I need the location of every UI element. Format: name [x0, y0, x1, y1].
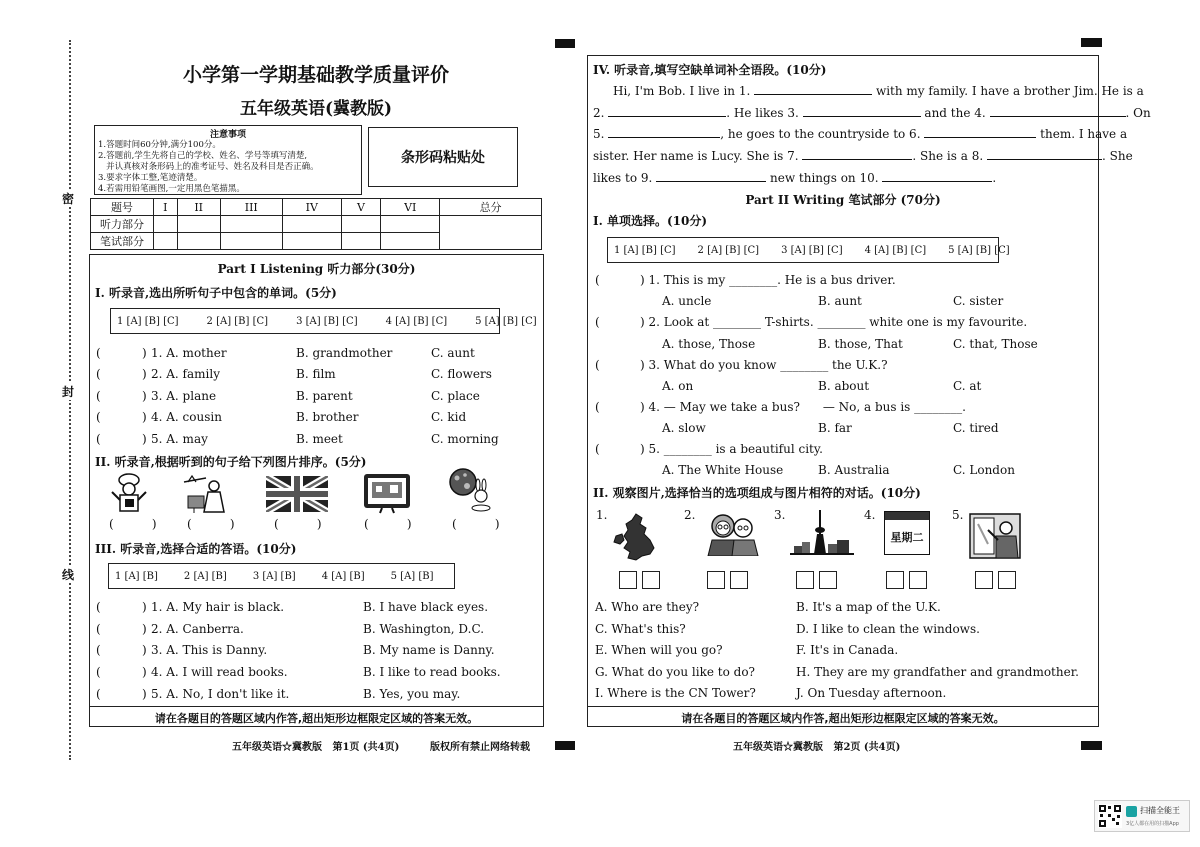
option-a: A. slow — [662, 421, 706, 435]
passage-text: new things on 10. — [770, 171, 879, 185]
picture-number: 4. — [864, 508, 876, 522]
passage-line — [613, 84, 1144, 98]
s5-title: I. 单项选择。(10分) — [593, 214, 708, 228]
option-b: B. I like to read books. — [363, 665, 501, 679]
score-cell[interactable] — [282, 216, 341, 233]
s6-title: II. 观察图片,选择恰当的选项组成与图片相符的对话。(10分) — [593, 486, 921, 500]
registration-mark — [555, 39, 575, 48]
dialogue-option: I. Where is the CN Tower? — [595, 686, 756, 700]
planet-rabbit-picture — [447, 466, 495, 514]
side-mark-mi: 密 — [62, 192, 75, 206]
notes-item: 4.若需用铅笔画图,一定用黑色笔描黑。 — [98, 184, 245, 194]
option-c: C. flowers — [431, 367, 492, 381]
option-b: B. about — [818, 379, 870, 393]
side-mark-feng: 封 — [62, 385, 75, 399]
paren-close: ) — [142, 346, 147, 360]
registration-mark — [1081, 741, 1102, 750]
notes-box — [94, 125, 362, 195]
option-c: C. sister — [953, 294, 1004, 308]
footer-note: 请在各题目的答题区域内作答,超出矩形边框限定区域的答案无效。 — [681, 712, 1005, 725]
answer-option[interactable]: 1 [A] [B] — [115, 570, 158, 582]
answer-option[interactable]: 5 [A] [B] [C] — [475, 315, 537, 327]
passage-text: likes to 9. — [593, 171, 653, 185]
blank-2[interactable] — [608, 116, 726, 117]
passage-text: 5. — [593, 127, 605, 141]
paren-open[interactable]: ( — [96, 367, 101, 381]
s1-title: I. 听录音,选出所听句子中包含的单词。(5分) — [95, 286, 337, 300]
score-cell[interactable] — [220, 233, 282, 250]
paren-open[interactable]: ( — [96, 622, 101, 636]
option-b: B. Yes, you may. — [363, 687, 461, 701]
s2-bracket[interactable]: ( ) — [274, 517, 322, 531]
score-cell[interactable] — [381, 233, 440, 250]
page-footer: 五年级英语☆冀教版 第1页 (共4页) — [232, 742, 400, 753]
paren-open[interactable]: ( — [96, 410, 101, 424]
score-cell[interactable] — [220, 216, 282, 233]
notes-item: 3.要求字体工整,笔迹清楚。 — [98, 173, 203, 183]
option-b: B. Washington, D.C. — [363, 622, 485, 636]
uk-flag-picture — [266, 476, 328, 512]
paren-close: ) — [142, 643, 147, 657]
score-cell[interactable] — [440, 216, 542, 250]
question-text: ) 1. This is my ________. He is a bus driver. — [640, 273, 896, 287]
option-a: 2. A. Canberra. — [151, 622, 244, 636]
footer-rule — [89, 706, 544, 707]
picture-number: 2. — [684, 508, 696, 522]
option-b: B. I have black eyes. — [363, 600, 489, 614]
paren-open[interactable]: ( — [96, 687, 101, 701]
answer-square[interactable] — [886, 571, 904, 589]
answer-square[interactable] — [819, 571, 837, 589]
option-a: 3. A. This is Danny. — [151, 643, 268, 657]
s2-bracket[interactable]: ( ) — [364, 517, 412, 531]
s2-bracket[interactable]: ( ) — [452, 517, 500, 531]
paren-close: ) — [142, 367, 147, 381]
option-c: C. aunt — [431, 346, 475, 360]
dialogue-option: B. It's a map of the U.K. — [796, 600, 941, 614]
answer-square[interactable] — [796, 571, 814, 589]
footer-rule — [587, 706, 1099, 707]
passage-text: , he goes to the countryside to 6. — [720, 127, 921, 141]
calendar-picture — [884, 511, 930, 555]
paren-close: ) — [142, 600, 147, 614]
s2-title: II. 听录音,根据听到的句子给下列图片排序。(5分) — [95, 455, 367, 469]
notes-item: 并认真核对条形码上的准考证号、姓名及科目是否正确。 — [98, 162, 319, 172]
option-a: 2. A. family — [151, 367, 220, 381]
paren-open[interactable]: ( — [595, 273, 600, 287]
passage-text: and the 4. — [924, 106, 986, 120]
cn-tower-picture — [790, 508, 854, 558]
answer-option[interactable]: 2 [A] [B] [C] — [206, 315, 269, 327]
answer-option[interactable]: 2 [A] [B] [C] — [697, 244, 760, 256]
option-b: B. Australia — [818, 463, 890, 477]
question-text: ) 4. — May we take a bus? — No, a bus is ________. — [640, 400, 966, 414]
answer-square[interactable] — [642, 571, 660, 589]
score-cell[interactable] — [282, 233, 341, 250]
passage-line — [593, 127, 1127, 141]
option-b: B. those, That — [818, 337, 903, 351]
option-b: B. far — [818, 421, 852, 435]
option-a: A. those, Those — [662, 337, 756, 351]
footer-note: 请在各题目的答题区域内作答,超出矩形边框限定区域的答案无效。 — [154, 712, 479, 725]
option-b: B. film — [296, 367, 336, 381]
score-row-label: 笔试部分 — [91, 233, 154, 250]
watermark-title: 扫描全能王 — [1140, 806, 1180, 815]
paren-open[interactable]: ( — [595, 400, 600, 414]
passage-text: . — [992, 171, 997, 185]
dialogue-option: E. When will you go? — [595, 643, 723, 657]
score-cell[interactable] — [341, 216, 381, 233]
paren-open[interactable]: ( — [96, 432, 101, 446]
tv-picture — [362, 472, 412, 514]
grandparents-picture — [704, 510, 762, 556]
barcode-box — [368, 127, 518, 187]
part2-title: Part II Writing 笔试部分 (70分) — [745, 193, 941, 207]
scanner-watermark — [1094, 800, 1190, 832]
window-cleaning-picture — [968, 512, 1022, 560]
blank-3[interactable] — [803, 116, 921, 117]
s3-title: III. 听录音,选择合适的答语。(10分) — [95, 542, 297, 556]
s3-answer-row — [108, 563, 455, 589]
passage-text: . She is a 8. — [912, 149, 984, 163]
blank-1[interactable] — [754, 94, 872, 95]
option-b: B. meet — [296, 432, 343, 446]
question-text: ) 5. ________ is a beautiful city. — [640, 442, 823, 456]
score-cell[interactable] — [154, 216, 178, 233]
blank-9[interactable] — [656, 181, 766, 182]
passage-text: . She — [1101, 149, 1133, 163]
binding-line — [69, 40, 71, 760]
passage-text: them. I have a — [1040, 127, 1128, 141]
chef-picture — [106, 472, 152, 514]
question-text: ) 3. What do you know ________ the U.K.? — [640, 358, 888, 372]
option-c: C. morning — [431, 432, 499, 446]
passage-text: . On — [1125, 106, 1151, 120]
answer-option[interactable]: 2 [A] [B] — [183, 570, 227, 582]
answer-option[interactable]: 4 [A] [B] [C] — [385, 315, 448, 327]
camscanner-logo-icon — [1126, 806, 1137, 817]
page-footer: 五年级英语☆冀教版 第2页 (共4页) — [733, 742, 901, 753]
score-header: IV — [282, 199, 341, 216]
s4-title: IV. 听录音,填写空缺单词补全语段。(10分) — [593, 63, 827, 77]
option-a: 3. A. plane — [151, 389, 217, 403]
watermark-caption: 3亿人都在用的扫描App — [1126, 821, 1179, 827]
answer-square[interactable] — [975, 571, 993, 589]
option-c: C. kid — [431, 410, 467, 424]
blank-8[interactable] — [987, 159, 1102, 160]
passage-line — [593, 171, 996, 185]
paren-open[interactable]: ( — [595, 358, 600, 372]
passage-text: Hi, I'm Bob. I live in 1. — [613, 84, 751, 98]
passage-text: . He likes 3. — [726, 106, 799, 120]
answer-square[interactable] — [619, 571, 637, 589]
paren-close: ) — [142, 432, 147, 446]
answer-option[interactable]: 4 [A] [B] — [321, 570, 365, 582]
answer-option[interactable]: 5 [A] [B] — [390, 570, 434, 582]
blank-6[interactable] — [924, 137, 1036, 138]
s1-answer-row — [110, 308, 537, 334]
answer-option[interactable]: 3 [A] [B] [C] — [781, 244, 843, 256]
part1-title: Part I Listening 听力部分(30分) — [217, 262, 416, 276]
notes-item: 2.答题前,学生先将自己的学校、姓名、学号等填写清楚, — [98, 151, 308, 161]
answer-square[interactable] — [909, 571, 927, 589]
picture-number: 3. — [774, 508, 786, 522]
score-table — [90, 198, 542, 250]
calendar-rings — [885, 512, 929, 520]
barcode-label: 条形码粘贴处 — [401, 150, 485, 166]
option-c: C. that, Those — [953, 337, 1038, 351]
answer-option[interactable]: 1 [A] [B] [C] — [614, 244, 676, 256]
paren-open[interactable]: ( — [96, 665, 101, 679]
s2-bracket[interactable]: ( ) — [109, 517, 157, 531]
score-cell[interactable] — [154, 233, 178, 250]
score-header: VI — [381, 199, 440, 216]
qr-code-icon — [1098, 804, 1122, 828]
dialogue-option: D. I like to clean the windows. — [796, 622, 980, 636]
paren-close: ) — [142, 622, 147, 636]
blank-4[interactable] — [990, 116, 1126, 117]
passage-text: with my family. I have a brother Jim. He is a — [875, 84, 1144, 98]
score-cell[interactable] — [381, 216, 440, 233]
s5-answer-row — [607, 237, 1010, 263]
answer-option[interactable]: 4 [A] [B] [C] — [864, 244, 927, 256]
score-header: II — [177, 199, 220, 216]
passage-text: sister. Her name is Lucy. She is 7. — [593, 149, 799, 163]
dialogue-option: H. They are my grandfather and grandmother. — [796, 665, 1079, 679]
notes-heading: 注意事项 — [209, 130, 246, 140]
option-b: B. grandmother — [296, 346, 393, 360]
paren-open[interactable]: ( — [595, 442, 600, 456]
option-a: A. on — [662, 379, 694, 393]
dialogue-option: A. Who are they? — [595, 600, 700, 614]
option-a: 5. A. No, I don't like it. — [151, 687, 290, 701]
paren-close: ) — [142, 687, 147, 701]
option-b: B. My name is Danny. — [363, 643, 495, 657]
option-c: C. at — [953, 379, 982, 393]
answer-option[interactable]: 3 [A] [B] [C] — [296, 315, 358, 327]
question-text: ) 2. Look at ________ T-shirts. ________ white one is my favourite. — [640, 315, 1028, 329]
option-b: B. aunt — [818, 294, 862, 308]
registration-mark — [555, 741, 575, 750]
registration-mark — [1081, 38, 1102, 47]
page-title: 小学第一学期基础教学质量评价 — [182, 64, 449, 86]
option-c: C. London — [953, 463, 1015, 477]
score-header: V — [341, 199, 381, 216]
answer-option[interactable]: 5 [A] [B] [C] — [948, 244, 1010, 256]
blank-5[interactable] — [608, 137, 720, 138]
side-mark-xian: 线 — [62, 568, 75, 582]
dialogue-option: J. On Tuesday afternoon. — [796, 686, 947, 700]
answer-square[interactable] — [998, 571, 1016, 589]
paren-open[interactable]: ( — [96, 600, 101, 614]
notes-item: 1.答题时间60分钟,满分100分。 — [98, 140, 221, 150]
paren-close: ) — [142, 665, 147, 679]
option-a: 1. A. mother — [151, 346, 227, 360]
blank-7[interactable] — [802, 159, 912, 160]
copyright-note: 版权所有禁止网络转载 — [430, 742, 530, 753]
option-a: 4. A. I will read books. — [151, 665, 288, 679]
paren-open[interactable]: ( — [595, 315, 600, 329]
dialogue-option: F. It's in Canada. — [796, 643, 899, 657]
paren-open[interactable]: ( — [96, 643, 101, 657]
passage-line — [593, 106, 1151, 120]
uk-map-picture — [610, 512, 662, 564]
score-header: I — [154, 199, 178, 216]
answer-option[interactable]: 1 [A] [B] [C] — [117, 315, 179, 327]
option-a: A. The White House — [662, 463, 784, 477]
picture-number: 1. — [596, 508, 608, 522]
option-a: 4. A. cousin — [151, 410, 222, 424]
option-b: B. parent — [296, 389, 353, 403]
dialogue-option: C. What's this? — [595, 622, 686, 636]
answer-square[interactable] — [730, 571, 748, 589]
calendar-day-label: 星期二 — [890, 531, 924, 544]
paren-close: ) — [142, 389, 147, 403]
answer-option[interactable]: 3 [A] [B] — [252, 570, 296, 582]
score-header: 题号 — [91, 199, 154, 216]
page-subtitle: 五年级英语(冀教版) — [239, 99, 393, 119]
option-b: B. brother — [296, 410, 359, 424]
paren-close: ) — [142, 410, 147, 424]
paren-open[interactable]: ( — [96, 389, 101, 403]
score-header: 总分 — [440, 199, 542, 216]
score-row-label: 听力部分 — [91, 216, 154, 233]
option-c: C. tired — [953, 421, 999, 435]
teacher-picture — [180, 472, 230, 514]
option-c: C. place — [431, 389, 480, 403]
dialogue-option: G. What do you like to do? — [595, 665, 755, 679]
option-a: 5. A. may — [151, 432, 208, 446]
score-header: III — [220, 199, 282, 216]
blank-10[interactable] — [882, 181, 992, 182]
score-cell[interactable] — [341, 233, 381, 250]
paren-open[interactable]: ( — [96, 346, 101, 360]
picture-number: 5. — [952, 508, 964, 522]
score-cell[interactable] — [177, 216, 220, 233]
s2-bracket[interactable]: ( ) — [187, 517, 235, 531]
passage-line — [593, 149, 1133, 163]
answer-square[interactable] — [707, 571, 725, 589]
option-a: A. uncle — [662, 294, 712, 308]
passage-text: 2. — [593, 106, 605, 120]
option-a: 1. A. My hair is black. — [151, 600, 285, 614]
score-cell[interactable] — [177, 233, 220, 250]
